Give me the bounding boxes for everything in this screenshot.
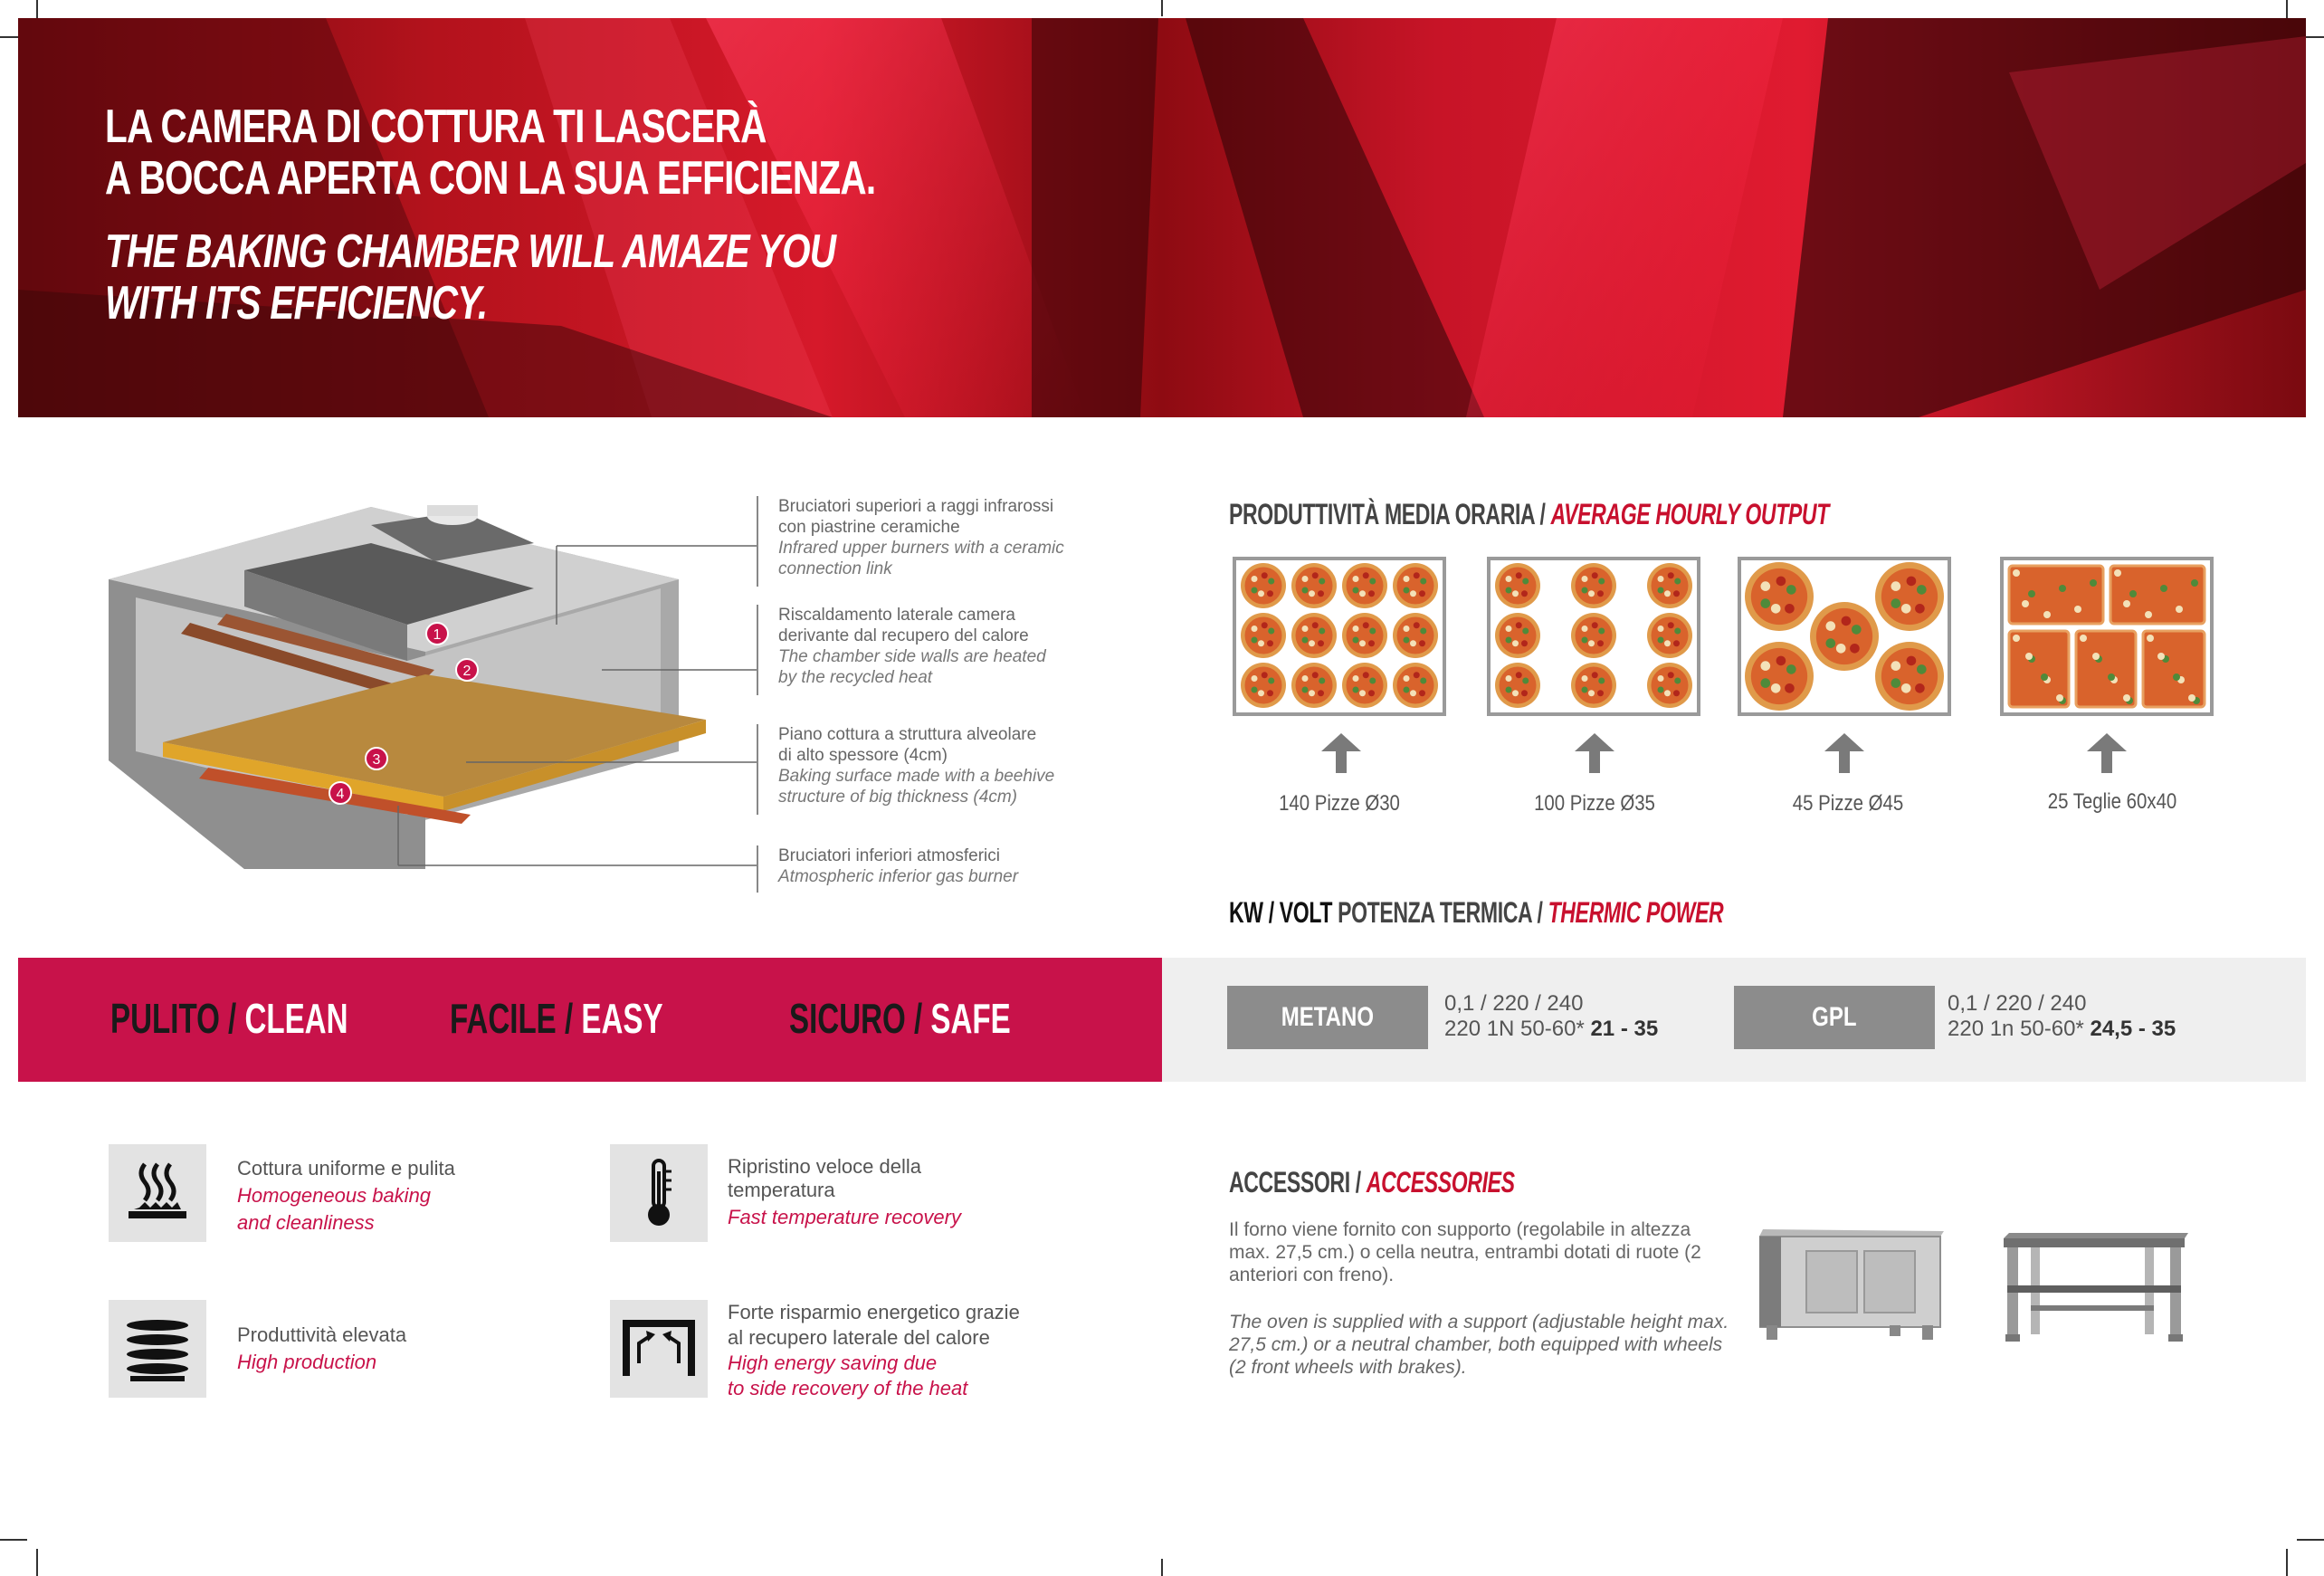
feature-text-it: al recupero laterale del calore	[728, 1326, 990, 1349]
output-label-35: 100 Pizze Ø35	[1534, 791, 1655, 816]
band-safe	[789, 994, 1011, 1043]
svg-text:2: 2	[462, 664, 471, 679]
fuel-spec-line: 220 1n 50-60*	[1948, 1017, 2084, 1041]
callout-bar	[757, 605, 758, 695]
feature-text-it: Produttività elevata	[237, 1323, 407, 1346]
power-heading-it: POTENZA TERMICA /	[1332, 896, 1548, 929]
hero-title-it-line1: LA CAMERA DI COTTURA TI LASCERÀ	[105, 100, 767, 153]
power-heading-bold: KW / VOLT	[1229, 896, 1333, 929]
tray-pizza-icon	[2076, 631, 2136, 707]
callout-text-en: Baking surface made with a beehive	[778, 767, 1055, 786]
accessories-text-it: Il forno viene fornito con supporto (regolabile in altezza max. 27,5 cm.) o cella neutra, entrambi dotati di ruote (2 anteriori con freno).	[1229, 1219, 1701, 1285]
callout-text: derivante dal recupero del calore	[778, 626, 1029, 645]
tray-pizza-icon	[2009, 566, 2103, 624]
hero-title-en-line2: WITH ITS EFFICIENCY.	[105, 277, 488, 330]
pizza-icon	[1241, 613, 1286, 658]
callout-bar	[757, 496, 758, 587]
tray-pizza-icon	[2143, 631, 2205, 707]
pizza-tray-60x40	[2000, 557, 2214, 716]
callout-text-en: The chamber side walls are heated	[778, 647, 1046, 666]
pizza-icon	[1647, 663, 1692, 708]
output-heading-en: AVERAGE HOURLY OUTPUT	[1550, 498, 1829, 530]
pizza-icon	[1571, 663, 1616, 708]
thermometer-icon	[610, 1144, 708, 1242]
accessories-heading-en: ACCESSORIES	[1366, 1166, 1515, 1199]
feature-text-it: Cottura uniforme e pulita	[237, 1157, 455, 1180]
svg-text:4: 4	[336, 787, 345, 802]
feature-text-en: and cleanliness	[237, 1211, 375, 1234]
fuel-power-value: 24,5 - 35	[2090, 1017, 2176, 1041]
callout-text-en: connection link	[778, 559, 892, 578]
pizza-icon	[1647, 613, 1692, 658]
band-clean	[110, 994, 348, 1043]
pizza-icon	[1745, 642, 1814, 711]
callout-lower-burners	[778, 845, 1104, 887]
feature-text-en: High production	[237, 1351, 377, 1373]
feature-text-en: Homogeneous baking	[237, 1184, 432, 1207]
callout-text: Bruciatori inferiori atmosferici	[778, 846, 1000, 865]
pizza-icon	[1393, 663, 1438, 708]
up-arrow-icon	[1321, 733, 1361, 773]
fuel-spec-gpl	[1948, 991, 2176, 1042]
fuel-power-value: 21 - 35	[1590, 1017, 1659, 1041]
power-heading	[1229, 896, 1723, 930]
callout-text: con piastrine ceramiche	[778, 518, 960, 537]
pizza-icon	[1810, 602, 1879, 671]
callout-bar	[757, 724, 758, 815]
output-label-30: 140 Pizze Ø30	[1279, 791, 1400, 816]
fuel-spec-metano	[1444, 991, 1658, 1042]
svg-text:3: 3	[372, 752, 381, 768]
hero-title-en-line1: THE BAKING CHAMBER WILL AMAZE YOU	[105, 225, 836, 278]
callout-text-en: Atmospheric inferior gas burner	[778, 867, 1019, 886]
heat-waves-icon	[109, 1144, 206, 1242]
pizza-tray-30	[1233, 557, 1446, 716]
pizza-icon	[1875, 562, 1944, 631]
callout-text: Riscaldamento laterale camera	[778, 606, 1015, 625]
up-arrow-icon	[1824, 733, 1864, 773]
fuel-spec-line: 0,1 / 220 / 240	[1948, 991, 2087, 1016]
pizza-icon	[1571, 613, 1616, 658]
fuel-spec-line: 0,1 / 220 / 240	[1444, 991, 1584, 1016]
feature-text-it: Forte risparmio energetico grazie	[728, 1301, 1020, 1323]
callout-text-en: Infrared upper burners with a ceramic	[778, 539, 1064, 558]
pizza-icon	[1647, 563, 1692, 608]
pizza-icon	[1342, 663, 1387, 708]
pizza-icon	[1342, 613, 1387, 658]
fuel-name: METANO	[1281, 1002, 1375, 1032]
band-easy	[450, 994, 663, 1043]
power-heading-en: THERMIC POWER	[1548, 896, 1724, 929]
callout-text-en: by the recycled heat	[778, 668, 933, 687]
accessories-heading	[1229, 1166, 1515, 1199]
pizza-icon	[1495, 563, 1540, 608]
feature-text-en: High energy saving due	[728, 1352, 938, 1374]
pizza-icon	[1495, 663, 1540, 708]
pizza-icon	[1291, 563, 1337, 608]
pizza-icon	[1745, 562, 1814, 631]
band-clean-en: CLEAN	[244, 995, 348, 1042]
up-arrow-icon	[2087, 733, 2127, 773]
band-safe-en: SAFE	[930, 995, 1011, 1042]
band-easy-en: EASY	[581, 995, 663, 1042]
pizza-icon	[1291, 663, 1337, 708]
neutral-chamber-image	[1759, 1229, 1944, 1343]
feature-energy-saving	[728, 1300, 1020, 1401]
svg-text:1: 1	[433, 627, 442, 643]
feature-fast-recovery	[728, 1155, 961, 1229]
fuel-spec-line: 220 1N 50-60*	[1444, 1017, 1585, 1041]
accessories-heading-it: ACCESSORI /	[1229, 1166, 1367, 1199]
feature-high-production	[237, 1322, 406, 1376]
accessories-text-en: The oven is supplied with a support (adjustable height max. 27,5 cm.) or a neutral chamber, both equipped with wheels (2 front wheels with brakes).	[1229, 1312, 1729, 1378]
callout-text-en: structure of big thickness (4cm)	[778, 788, 1017, 807]
support-stand-image	[2004, 1233, 2188, 1343]
hero-title-it-line2: A BOCCA APERTA CON LA SUA EFFICIENZA.	[105, 152, 876, 205]
output-heading	[1229, 498, 1829, 531]
feature-uniform-baking	[237, 1155, 455, 1237]
feature-text-en: Fast temperature recovery	[728, 1206, 961, 1228]
callout-baking-surface	[778, 724, 1104, 807]
pizza-icon	[1241, 663, 1286, 708]
feature-text-it: Ripristino veloce della	[728, 1155, 921, 1178]
pizza-icon	[1393, 613, 1438, 658]
callout-upper-burners	[778, 496, 1104, 579]
pizza-icon	[1342, 563, 1387, 608]
pizza-icon	[1241, 563, 1286, 608]
pizza-icon	[1571, 563, 1616, 608]
fuel-name: GPL	[1812, 1002, 1857, 1032]
band-clean-it: PULITO /	[110, 995, 245, 1042]
pizza-tray-45	[1738, 557, 1951, 716]
callout-text: Bruciatori superiori a raggi infrarossi	[778, 497, 1054, 516]
band-easy-it: FACILE /	[450, 995, 582, 1042]
tray-pizza-icon	[2009, 631, 2069, 707]
fuel-badge-gpl	[1734, 986, 1935, 1049]
pizza-tray-35	[1487, 557, 1700, 716]
band-safe-it: SICURO /	[789, 995, 931, 1042]
pizza-icon	[1875, 642, 1944, 711]
callout-bar	[757, 845, 758, 893]
stacked-pizzas-icon	[109, 1300, 206, 1398]
feature-text-en: to side recovery of the heat	[728, 1377, 968, 1399]
up-arrow-icon	[1575, 733, 1614, 773]
callout-side-heating	[778, 605, 1104, 688]
fuel-badge-metano	[1227, 986, 1428, 1049]
output-heading-it: PRODUTTIVITÀ MEDIA ORARIA /	[1229, 498, 1551, 530]
tray-pizza-icon	[2110, 566, 2205, 624]
callout-text: di alto spessore (4cm)	[778, 746, 948, 765]
feature-text-it: temperatura	[728, 1179, 835, 1201]
pizza-icon	[1393, 563, 1438, 608]
output-label-60x40: 25 Teglie 60x40	[2047, 789, 2177, 814]
callout-text: Piano cottura a struttura alveolare	[778, 725, 1037, 744]
output-label-45: 45 Pizze Ø45	[1792, 791, 1904, 816]
pizza-icon	[1291, 613, 1337, 658]
pizza-icon	[1495, 613, 1540, 658]
heat-recovery-icon	[610, 1300, 708, 1398]
